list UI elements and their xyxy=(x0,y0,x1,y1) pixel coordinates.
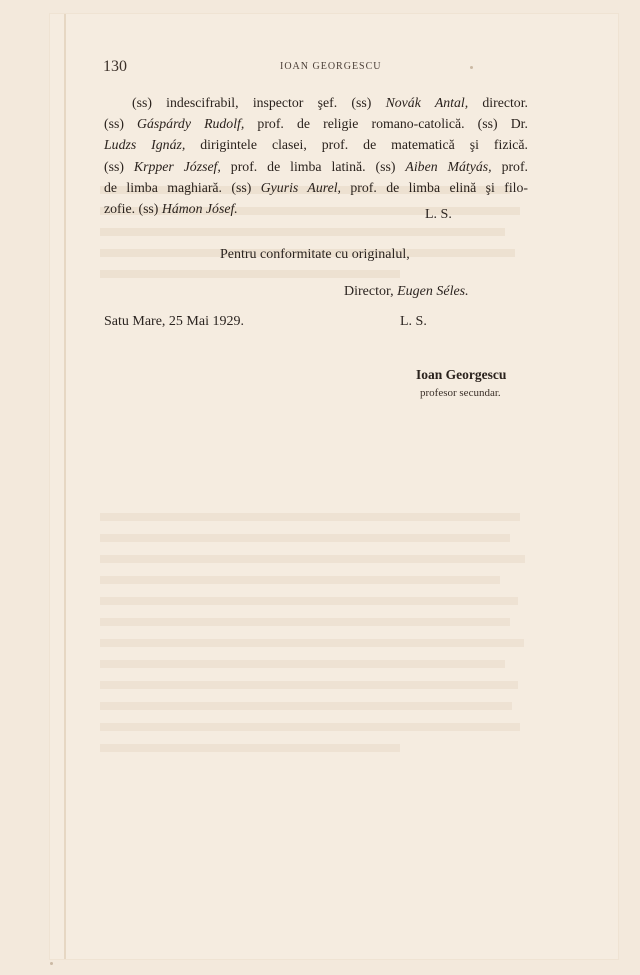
speck-dot xyxy=(50,962,53,965)
seal-mark-1: L. S. xyxy=(425,207,452,222)
person-name: Ludzs Ignáz, xyxy=(104,137,186,153)
person-name: Hámon Jósef. xyxy=(161,201,238,217)
signature-name: Ioan Georgescu xyxy=(416,367,507,382)
person-name: Gyuris Aurel, xyxy=(260,179,342,195)
place-date: Satu Mare, 25 Mai 1929. xyxy=(104,314,244,329)
running-head: IOAN GEORGESCU xyxy=(280,61,382,72)
body-line xyxy=(104,177,528,198)
director-label: Director, xyxy=(344,284,394,299)
signature-title: profesor secundar. xyxy=(420,387,501,399)
body-text-segment: director. xyxy=(468,95,528,110)
show-through-texture-lower xyxy=(100,500,530,765)
body-paragraph xyxy=(104,92,528,219)
seal-mark-2: L. S. xyxy=(400,314,427,329)
body-text-segment: (ss) xyxy=(104,116,138,132)
body-line xyxy=(104,134,528,155)
page-fold-shadow xyxy=(64,14,66,959)
person-name: Novák Antal, xyxy=(385,95,469,110)
director-signature xyxy=(344,284,469,300)
body-text-segment: de limba maghiară. (ss) xyxy=(104,179,261,195)
body-text-segment: prof. de limba elină şi filo- xyxy=(341,179,528,195)
conformity-statement: Pentru conformitate cu originalul, xyxy=(220,247,410,262)
director-name: Eugen Séles. xyxy=(397,284,469,299)
body-text-segment: (ss) indescifrabil, inspector şef. (ss) xyxy=(132,95,386,110)
person-name: Krpper József, xyxy=(133,158,221,174)
body-line xyxy=(104,156,528,177)
body-line xyxy=(104,113,528,134)
page-number: 130 xyxy=(103,58,127,75)
body-text-segment: (ss) xyxy=(104,158,134,174)
page-header xyxy=(100,58,530,80)
body-line xyxy=(104,198,528,219)
speck-dot xyxy=(470,66,473,69)
body-text-segment: dirigintele clasei, prof. de matematică şi fizică. xyxy=(185,137,528,153)
person-name: Aiben Mátyás, xyxy=(405,158,492,174)
body-text-segment: prof. de religie romano-catolică. (ss) Dr. xyxy=(244,116,528,132)
body-text-segment: prof. de limba latină. (ss) xyxy=(220,158,406,174)
person-name: Gáspárdy Rudolf, xyxy=(137,116,245,132)
body-line xyxy=(104,92,528,113)
body-text-segment: prof. xyxy=(491,158,529,174)
body-text-segment: zofie. (ss) xyxy=(104,201,162,217)
